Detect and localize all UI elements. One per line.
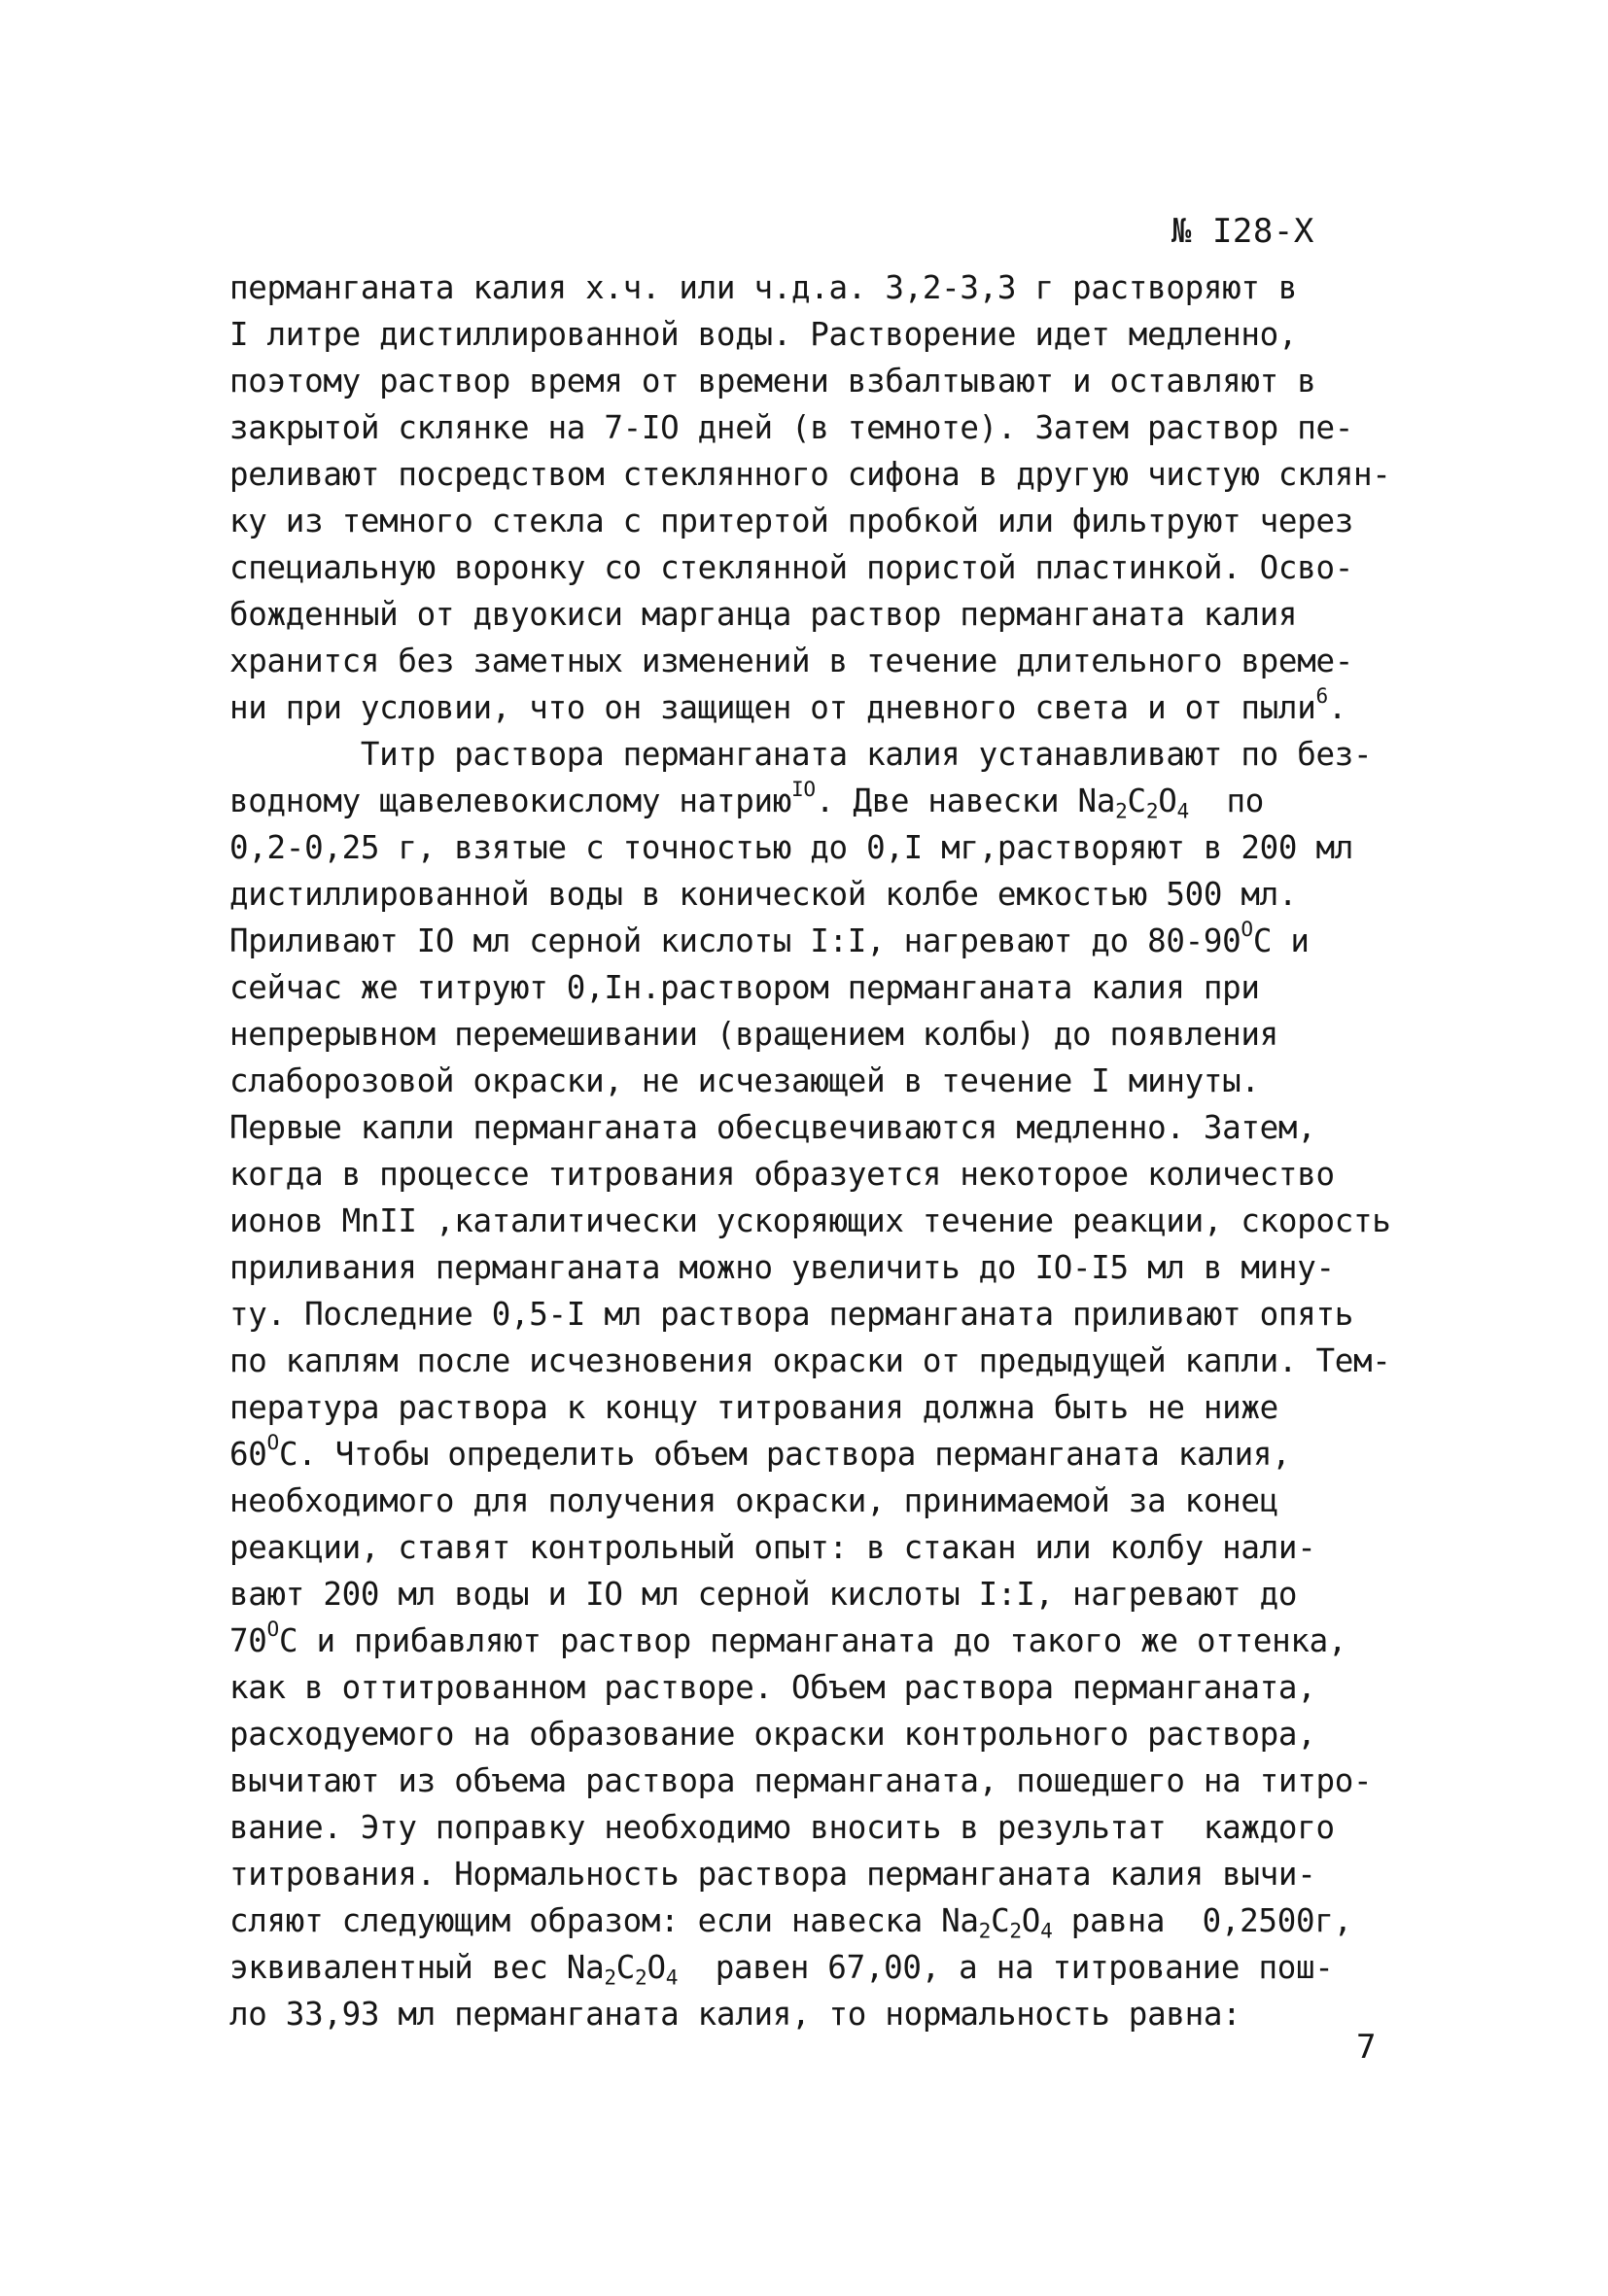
text-run: .	[1327, 689, 1347, 726]
text-line	[229, 1058, 1425, 1104]
text-line	[229, 591, 1425, 638]
text-run: вычитают из объема раствора перманганата, пошедшего на титро-	[229, 1762, 1373, 1799]
text-line	[229, 1571, 1425, 1618]
text-run: непрерывном перемешивании (вращением колбы) до появления	[229, 1016, 1278, 1053]
subscript: 2	[1009, 1918, 1022, 1943]
text-line	[229, 1991, 1425, 2037]
text-run: божденный от двуокиси марганца раствор перманганата калия	[229, 596, 1298, 633]
text-line	[229, 1664, 1425, 1711]
text-line	[229, 918, 1425, 964]
text-run: O	[1158, 783, 1177, 819]
text-run: сляют следующим образом: если навеска Na	[229, 1902, 979, 1939]
text-line	[229, 1711, 1425, 1757]
subscript: 4	[665, 1965, 679, 1990]
text-line	[229, 1244, 1425, 1291]
subscript: 2	[1145, 798, 1159, 823]
text-line	[229, 1198, 1425, 1244]
text-run: равна 0,2500г,	[1052, 1902, 1352, 1939]
text-run: закрытой склянке на 7-IO дней (в темноте). Затем раствор пе-	[229, 409, 1353, 446]
text-line	[229, 1757, 1425, 1804]
superscript: 6	[1315, 683, 1328, 709]
text-line	[229, 1618, 1425, 1664]
text-run: водному щавелевокислому натрию	[229, 783, 791, 819]
text-run: C и прибавляют раствор перманганата до такого же оттенка,	[278, 1622, 1347, 1659]
text-run: как в оттитрованном растворе. Объем раствора перманганата,	[229, 1669, 1316, 1706]
text-run: пература раствора к концу титрования должна быть не ниже	[229, 1389, 1278, 1426]
text-run: I литре дистиллированной воды. Растворение идет медленно,	[229, 316, 1298, 353]
text-run: поэтому раствор время от времени взбалтывают и оставляют в	[229, 363, 1316, 400]
subscript: 4	[1176, 798, 1189, 823]
subscript: 2	[635, 1965, 647, 1990]
text-line	[229, 1104, 1425, 1151]
text-run: ионов MnII ,каталитически ускоряющих течение реакции, скорость	[229, 1202, 1391, 1239]
text-line	[229, 1897, 1425, 1944]
text-line	[229, 684, 1425, 731]
subscript: 2	[1115, 798, 1128, 823]
superscript: O	[266, 1430, 279, 1455]
text-run: эквивалентный вес Na	[229, 1949, 605, 1986]
text-line	[229, 358, 1425, 404]
text-line	[229, 1524, 1425, 1571]
text-run: 0,2-0,25 г, взятые с точностью до 0,I мг,растворяют в 200 мл	[229, 829, 1353, 866]
page-number: 7	[1356, 2028, 1377, 2067]
text-line	[229, 451, 1425, 498]
text-run: Первые капли перманганата обесцвечиваются медленно. Затем,	[229, 1109, 1316, 1146]
superscript: IO	[791, 777, 816, 802]
text-run: реливают посредством стеклянного сифона в другую чистую склян-	[229, 456, 1391, 493]
text-line	[229, 544, 1425, 591]
text-line	[229, 778, 1425, 824]
text-line	[229, 824, 1425, 871]
text-run: необходимого для получения окраски, принимаемой за конец	[229, 1482, 1278, 1519]
text-line	[229, 404, 1425, 451]
text-line	[229, 731, 1425, 778]
superscript: O	[266, 1617, 279, 1642]
text-run: Титр раствора перманганата калия устанавливают по без-	[229, 736, 1373, 773]
text-line	[229, 871, 1425, 918]
text-run: приливания перманганата можно увеличить до IO-I5 мл в мину-	[229, 1249, 1335, 1286]
text-line	[229, 1944, 1425, 1991]
text-run: 70	[229, 1622, 267, 1659]
subscript: 4	[1040, 1918, 1053, 1943]
text-run: ку из темного стекла с притертой пробкой или фильтруют через	[229, 503, 1353, 539]
text-line	[229, 1851, 1425, 1897]
text-run: когда в процессе титрования образуется некоторое количество	[229, 1156, 1335, 1193]
text-run: перманганата калия х.ч. или ч.д.а. 3,2-3,3 г растворяют в	[229, 269, 1298, 306]
text-run: специальную воронку со стеклянной пористой пластинкой. Осво-	[229, 549, 1353, 586]
text-line	[229, 1291, 1425, 1338]
text-line	[229, 1151, 1425, 1198]
text-run: ло 33,93 мл перманганата калия, то нормальность равна:	[229, 1996, 1241, 2033]
body-text	[229, 264, 1425, 2037]
text-line	[229, 311, 1425, 358]
text-line	[229, 1431, 1425, 1478]
subscript: 2	[604, 1965, 616, 1990]
text-line	[229, 1011, 1425, 1058]
text-run: C. Чтобы определить объем раствора перманганата калия,	[278, 1436, 1291, 1473]
text-line	[229, 1804, 1425, 1851]
text-run: C	[615, 1949, 636, 1986]
text-run: сейчас же титруют 0,Iн.раствором перманганата калия при	[229, 969, 1260, 1006]
text-run: слаборозовой окраски, не исчезающей в течение I минуты.	[229, 1062, 1260, 1099]
text-run: 60	[229, 1436, 267, 1473]
text-run: вание. Эту поправку необходимо вносить в результат каждого	[229, 1809, 1335, 1846]
text-run: расходуемого на образование окраски контрольного раствора,	[229, 1716, 1316, 1753]
text-run: хранится без заметных изменений в течение длительного време-	[229, 643, 1353, 679]
text-run: C	[1127, 783, 1146, 819]
text-run: реакции, ставят контрольный опыт: в стакан или колбу нали-	[229, 1529, 1316, 1566]
text-run: ту. Последние 0,5-I мл раствора перманганата приливают опять	[229, 1296, 1353, 1333]
text-line	[229, 498, 1425, 544]
text-run: C и	[1252, 922, 1310, 959]
text-line	[229, 1384, 1425, 1431]
text-line	[229, 1478, 1425, 1524]
text-run: по	[1188, 783, 1265, 819]
text-line	[229, 638, 1425, 684]
text-run: O	[647, 1949, 666, 1986]
text-line	[229, 964, 1425, 1011]
superscript: O	[1241, 917, 1253, 942]
text-run: равен 67,00, а на титрование пош-	[678, 1949, 1334, 1986]
text-run: вают 200 мл воды и IO мл серной кислоты I:I, нагревают до	[229, 1576, 1298, 1613]
text-run: O	[1021, 1902, 1041, 1939]
document-number: № I28-X	[1171, 212, 1314, 251]
text-line	[229, 1338, 1425, 1384]
text-line	[229, 264, 1425, 311]
text-run: по каплям после исчезновения окраски от предыдущей капли. Тем-	[229, 1342, 1391, 1379]
text-run: C	[991, 1902, 1010, 1939]
text-run: дистиллированной воды в конической колбе емкостью 500 мл.	[229, 876, 1298, 913]
subscript: 2	[978, 1918, 992, 1943]
text-run: ни при условии, что он защищен от дневного света и от пыли	[229, 689, 1316, 726]
text-run: титрования. Нормальность раствора перманганата калия вычи-	[229, 1856, 1316, 1893]
text-run: Приливают IO мл серной кислоты I:I, нагревают до 80-90	[229, 922, 1241, 959]
text-run: . Две навески Na	[815, 783, 1116, 819]
